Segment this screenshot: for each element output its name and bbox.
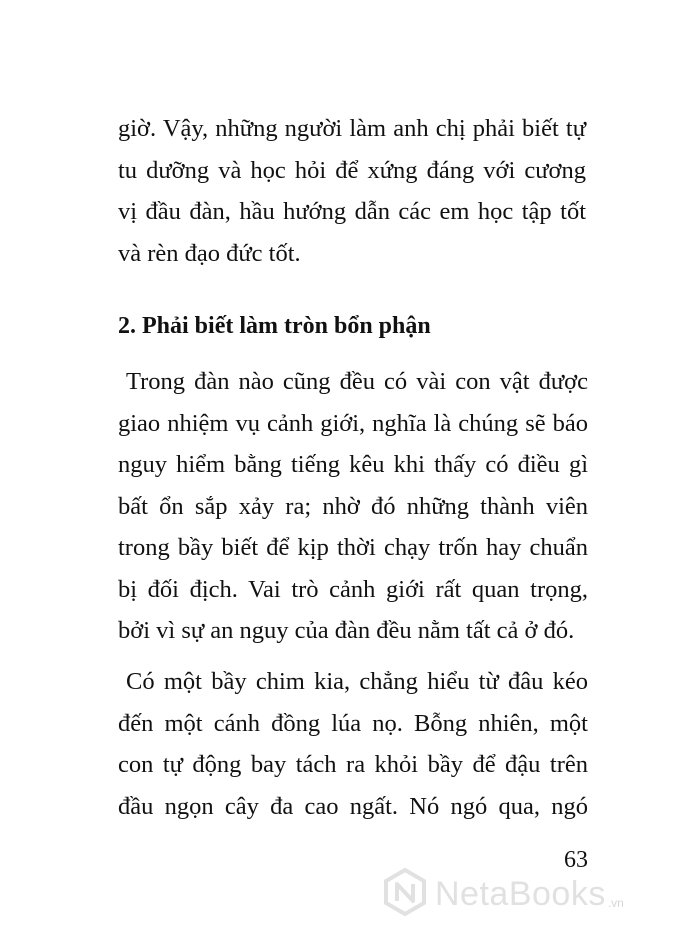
text-line: đến một cánh đồng lúa nọ. Bỗng nhiên, một: [118, 709, 588, 737]
netabooks-logo-icon: [383, 868, 427, 921]
text-line: và rèn đạo đức tốt.: [118, 239, 301, 267]
watermark-brand: NetaBooks: [435, 874, 606, 913]
text-line: vị đầu đàn, hầu hướng dẫn các em học tập tốt: [118, 198, 586, 225]
text-line: Có một bầy chim kia, chẳng hiểu từ đâu kéo: [126, 668, 588, 695]
text-line: bất ổn sắp xảy ra; nhờ đó những thành viên: [118, 492, 588, 520]
text-line: Trong đàn nào cũng đều có vài con vật được: [126, 368, 588, 395]
text-line: tu dưỡng và học hỏi để xứng đáng với cương: [118, 156, 586, 184]
text-line: con tự động bay tách ra khỏi bầy để đậu trên: [118, 751, 588, 778]
text-line: giờ. Vậy, những người làm anh chị phải biết tự: [118, 115, 586, 142]
text-line: đầu ngọn cây đa cao ngất. Nó ngó qua, ngó: [118, 792, 588, 820]
paragraph-body: [118, 661, 588, 827]
page-number: 63: [564, 847, 588, 873]
paragraph-continuation: [118, 108, 586, 274]
text-line: bởi vì sự an nguy của đàn đều nằm tất cả ở đó.: [118, 617, 575, 644]
text-line: trong bầy biết để kịp thời chạy trốn hay chuẩn: [118, 534, 588, 561]
paragraph-body: [118, 361, 588, 652]
text-line: giao nhiệm vụ cảnh giới, nghĩa là chúng sẽ báo: [118, 409, 588, 437]
paragraph-text: [118, 661, 588, 827]
section-heading: 2. Phải biết làm tròn bổn phận: [118, 313, 431, 339]
text-line: nguy hiểm bằng tiếng kêu khi thấy có điều gì: [118, 451, 588, 478]
watermark-suffix: .vn: [607, 896, 624, 910]
paragraph-text: [118, 108, 586, 274]
paragraph-text: [118, 361, 588, 652]
watermark: [383, 864, 624, 924]
text-line: bị đối địch. Vai trò cảnh giới rất quan trọng,: [118, 575, 588, 603]
